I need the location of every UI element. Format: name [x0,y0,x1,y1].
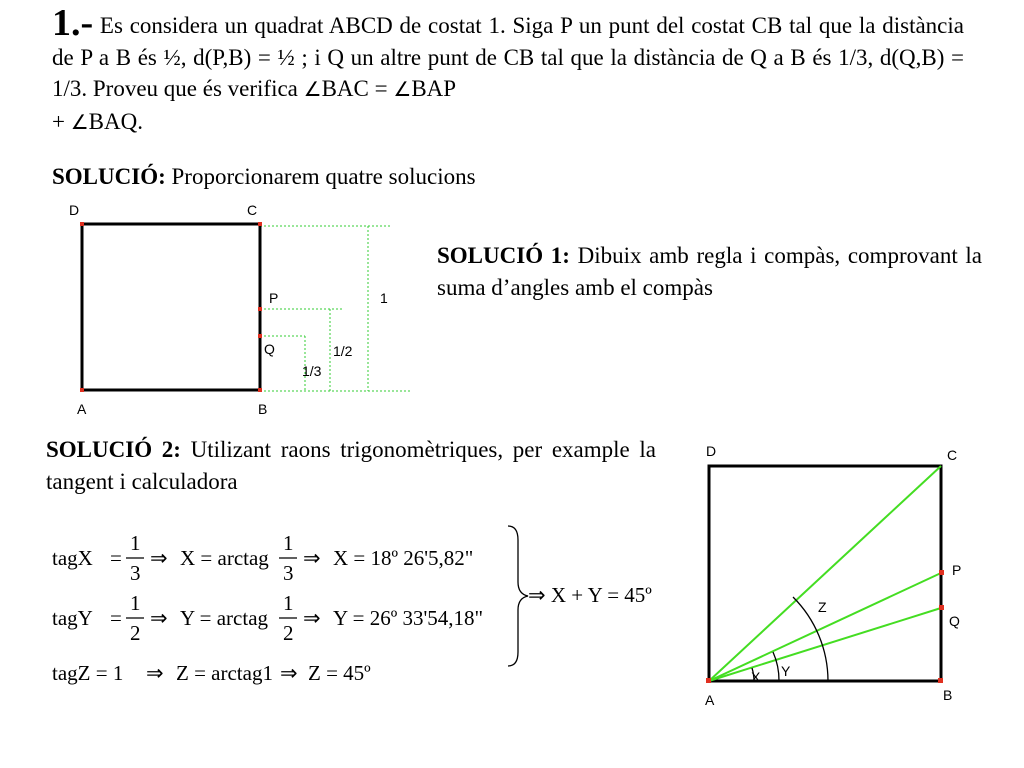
point-q [258,334,262,338]
point-a-2 [706,678,711,683]
angle-symbol: ∠ [70,109,89,134]
problem-statement [52,2,964,138]
row3-result: Z = 45º [308,661,371,685]
row3-mid: Z = arctag1 [176,661,273,685]
solution-2-text: Utilizant raons trigonomètriques, per example la tangent i calculadora [46,437,656,494]
label-a-2: A [705,692,715,708]
brace-result: ⇒ X + Y = 45º [528,583,652,607]
angle-bap: BAP [411,76,457,101]
solution-intro-label: SOLUCIÓ: [52,164,166,189]
label-b-2: B [943,687,953,703]
dim-half: 1/2 [333,343,353,359]
solution-1 [437,240,982,304]
label-c-2: C [947,447,958,463]
trig-formulas [40,520,690,700]
row2-den: 2 [130,621,141,645]
label-d-2: D [706,443,717,459]
row1-arrow: ⇒ [150,546,168,570]
label-q: Q [264,341,275,357]
row3-arrow: ⇒ [146,661,164,685]
solution-1-label: SOLUCIÓ 1: [437,243,570,268]
row3-arrow2: ⇒ [280,661,298,685]
solution-intro [52,162,476,192]
ray-ap [709,573,941,681]
row3-lhs: tagZ = 1 [52,661,124,685]
label-c: C [247,202,258,218]
dim-one: 1 [380,290,388,306]
label-p-2: P [952,562,962,578]
dim-third: 1/3 [302,363,322,379]
row2-eq: = [110,606,122,630]
point-d [80,222,84,226]
row2-num2: 1 [283,591,294,615]
ray-aq [709,608,941,681]
figure-1-square-construction [60,196,410,421]
row2-lhs: tagY [52,606,93,630]
point-p-2 [939,570,944,575]
label-b: B [258,401,268,417]
row1-eq: = [110,546,122,570]
label-a: A [77,401,87,417]
square-abcd [82,224,260,390]
point-p [258,307,262,311]
arc-y [773,652,779,681]
plus-sign: + [52,108,71,134]
row1-arrow2: ⇒ [303,546,321,570]
row2-den2: 2 [283,621,294,645]
row1-num2: 1 [283,531,294,555]
problem-text: Es considera un quadrat ABCD de costat 1. Siga P un punt del costat CB tal que la distància de P a B és ½, d(P,B) = ½ ; i Q un altre punt de CB tal que la distància de Q a B és 1/3, d(Q,B) = 1/3. Proveu que és verifica [52,13,964,101]
figure-2-angles [695,436,995,716]
solution-1-text: Dibuix amb regla i compàs, comprovant la suma d’angles amb el compàs [437,243,982,300]
point-a [80,388,84,392]
point-c [258,222,262,226]
row1-lhs: tagX [52,546,93,570]
point-b-2 [938,678,943,683]
figure-1-guides [260,226,410,391]
row2-arrow: ⇒ [150,606,168,630]
label-z: Z [818,599,827,615]
row2-result: Y = 26º 33'54,18" [333,606,484,630]
equals-sign: = [368,76,394,101]
label-x: X [751,669,761,685]
row1-num: 1 [130,531,141,555]
row1-mid: X = arctag [180,546,269,570]
figure-1-points [80,222,262,392]
label-d: D [69,202,80,218]
rays [709,466,941,681]
label-p: P [269,290,279,306]
ray-ac [709,466,941,681]
angle-symbol: ∠ [303,77,322,101]
angle-symbol: ∠ [393,77,412,101]
angle-bac: BAC [321,76,369,101]
point-b [258,388,262,392]
right-brace [508,526,528,666]
row1-den2: 3 [283,561,294,585]
angle-baq: BAQ. [88,108,143,134]
row1-result: X = 18º 26'5,82" [333,546,474,570]
row2-num: 1 [130,591,141,615]
label-q-2: Q [949,613,960,629]
row2-mid: Y = arctag [180,606,269,630]
solution-2-label: SOLUCIÓ 2: [46,437,181,462]
label-y: Y [781,663,791,679]
point-q-2 [939,605,944,610]
solution-2 [46,434,656,498]
solution-intro-text: Proporcionarem quatre solucions [165,164,476,189]
row2-arrow2: ⇒ [303,606,321,630]
row1-den: 3 [130,561,141,585]
problem-number: 1.- [52,2,94,44]
